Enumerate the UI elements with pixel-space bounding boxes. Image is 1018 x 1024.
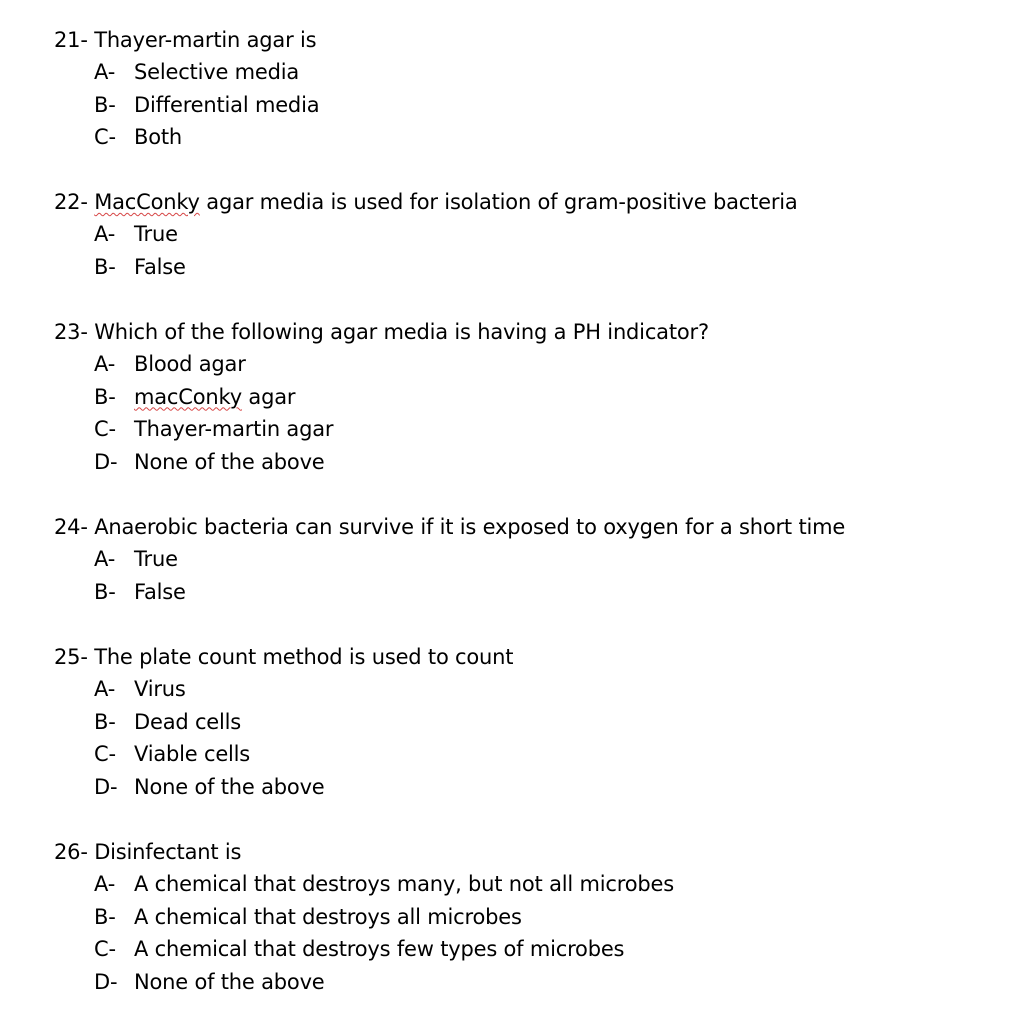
option-letter: D- bbox=[94, 969, 118, 994]
question-prompt: The plate count method is used to count bbox=[94, 645, 514, 669]
option-b bbox=[54, 706, 994, 739]
question-number: 25- bbox=[54, 645, 88, 669]
option-a bbox=[54, 673, 994, 706]
option-text: A chemical that destroys few types of microbes bbox=[134, 937, 625, 961]
option-b bbox=[54, 89, 994, 122]
question-text bbox=[54, 836, 994, 868]
option-text: Blood agar bbox=[134, 352, 246, 376]
option-letter: A- bbox=[94, 872, 116, 896]
option-letter: B- bbox=[94, 709, 116, 734]
option-text: agar bbox=[241, 384, 296, 409]
option-text: Dead cells bbox=[134, 709, 242, 734]
option-b bbox=[54, 576, 994, 609]
option-letter: A- bbox=[94, 60, 116, 84]
question-prompt: agar media is used for isolation of gram-positive bacteria bbox=[199, 190, 798, 214]
question-prompt: Anaerobic bacteria can survive if it is exposed to oxygen for a short time bbox=[94, 515, 846, 539]
option-text: A chemical that destroys all microbes bbox=[134, 904, 522, 929]
spellcheck-word[interactable]: MacConky bbox=[94, 190, 200, 214]
option-text: A chemical that destroys many, but not all microbes bbox=[134, 872, 674, 896]
option-c bbox=[54, 413, 994, 446]
option-letter: C- bbox=[94, 417, 116, 441]
question-23 bbox=[54, 316, 994, 478]
spellcheck-word[interactable]: macConky bbox=[134, 384, 242, 409]
option-text: False bbox=[134, 579, 186, 604]
option-letter: A- bbox=[94, 222, 116, 246]
option-text: None of the above bbox=[134, 449, 325, 474]
question-25 bbox=[54, 641, 994, 803]
option-text: True bbox=[134, 222, 178, 246]
option-letter: B- bbox=[94, 92, 116, 117]
question-text bbox=[54, 186, 994, 218]
option-a bbox=[54, 868, 994, 901]
option-text: Thayer-martin agar bbox=[134, 417, 334, 441]
option-letter: B- bbox=[94, 254, 116, 279]
question-number: 26- bbox=[54, 840, 88, 864]
option-d bbox=[54, 446, 994, 479]
question-21 bbox=[54, 24, 994, 154]
option-text: False bbox=[134, 254, 186, 279]
option-a bbox=[54, 218, 994, 251]
question-text bbox=[54, 316, 994, 348]
option-letter: B- bbox=[94, 904, 116, 929]
question-text bbox=[54, 511, 994, 543]
option-c bbox=[54, 738, 994, 771]
option-d bbox=[54, 771, 994, 804]
question-22 bbox=[54, 186, 994, 283]
question-26 bbox=[54, 836, 994, 998]
question-text bbox=[54, 24, 994, 56]
question-number: 23- bbox=[54, 320, 88, 344]
option-letter: D- bbox=[94, 774, 118, 799]
option-b bbox=[54, 251, 994, 284]
option-a bbox=[54, 543, 994, 576]
option-letter: B- bbox=[94, 579, 116, 604]
question-text bbox=[54, 641, 994, 673]
question-number: 21- bbox=[54, 28, 88, 52]
option-text: True bbox=[134, 547, 178, 571]
option-letter: C- bbox=[94, 742, 116, 766]
option-text: None of the above bbox=[134, 774, 325, 799]
option-b bbox=[54, 381, 994, 414]
option-letter: B- bbox=[94, 384, 116, 409]
question-prompt: Thayer-martin agar is bbox=[94, 28, 317, 52]
option-text: Both bbox=[134, 125, 182, 149]
option-text: Virus bbox=[134, 677, 186, 701]
option-a bbox=[54, 56, 994, 89]
option-letter: D- bbox=[94, 449, 118, 474]
option-b bbox=[54, 901, 994, 934]
question-number: 22- bbox=[54, 190, 88, 214]
option-d bbox=[54, 966, 994, 999]
question-24 bbox=[54, 511, 994, 608]
option-letter: A- bbox=[94, 677, 116, 701]
option-letter: C- bbox=[94, 125, 116, 149]
option-a bbox=[54, 348, 994, 381]
question-number: 24- bbox=[54, 515, 88, 539]
option-c bbox=[54, 121, 994, 154]
option-letter: A- bbox=[94, 352, 116, 376]
option-text: Viable cells bbox=[134, 742, 251, 766]
option-text: Differential media bbox=[134, 92, 320, 117]
option-letter: C- bbox=[94, 937, 116, 961]
option-c bbox=[54, 933, 994, 966]
option-text: Selective media bbox=[134, 60, 300, 84]
option-letter: A- bbox=[94, 547, 116, 571]
question-prompt: Disinfectant is bbox=[94, 840, 242, 864]
question-prompt: Which of the following agar media is having a PH indicator? bbox=[94, 320, 709, 344]
option-text: None of the above bbox=[134, 969, 325, 994]
